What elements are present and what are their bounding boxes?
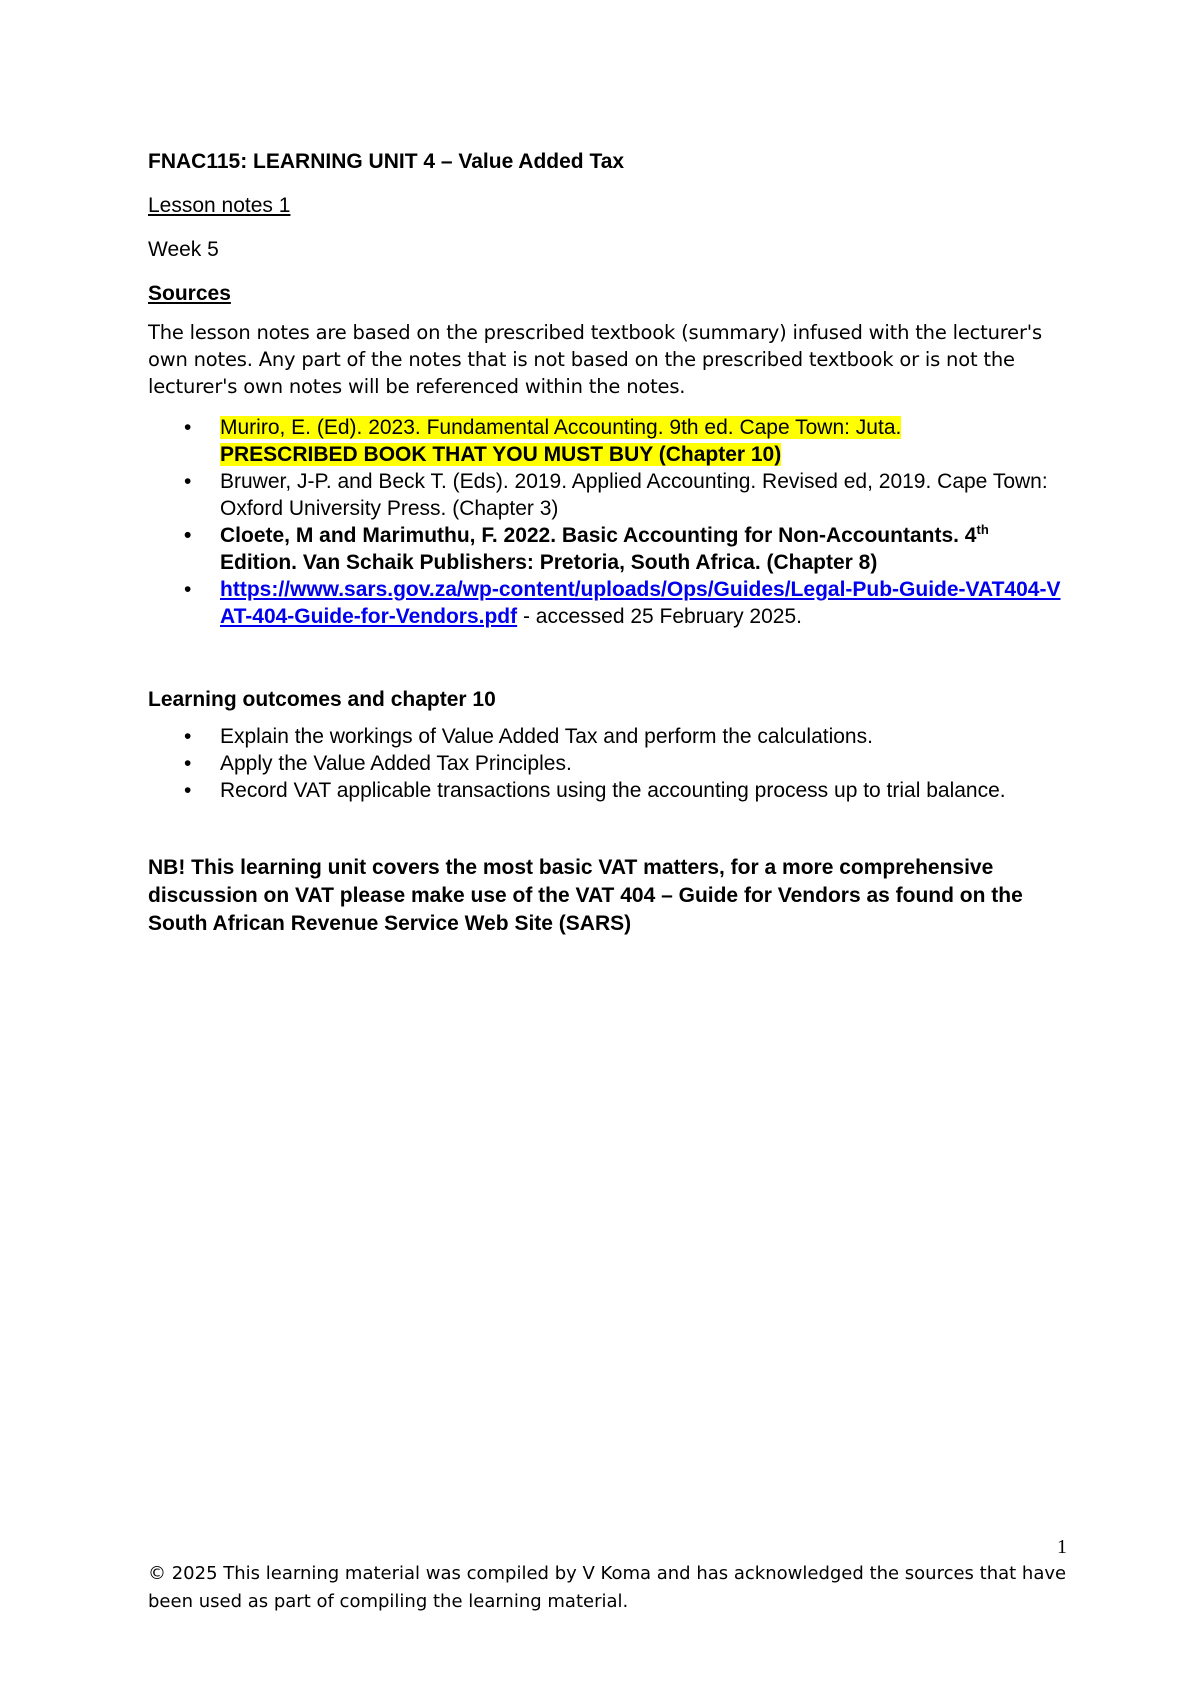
intro-paragraph: The lesson notes are based on the prescribed textbook (summary) infused with the lecturer's own notes. Any part of the notes that is not based on the prescribed textbook or is not the lecturer's own notes will be referenced within the notes. [148, 321, 1042, 398]
accessed-date: - accessed 25 February 2025. [517, 605, 802, 628]
copyright-footer: © 2025 This learning material was compiled by V Koma and has acknowledged the sources that have been used as part of compiling the learning material. [148, 1563, 1067, 1612]
reference-text: Bruwer, J-P. and Beck T. (Eds). 2019. Applied Accounting. Revised ed, 2019. Cape Town: Oxford University Press. (Chapter 3) [220, 470, 1048, 520]
outcomes-list [148, 723, 1068, 804]
reference-item [148, 522, 1068, 576]
bullet-icon: • [184, 416, 192, 439]
outcome-text: Explain the workings of Value Added Tax and perform the calculations. [220, 725, 873, 748]
week-label: Week 5 [148, 238, 219, 261]
reference-item [148, 414, 1068, 468]
lesson-label: Lesson notes 1 [148, 194, 291, 217]
outcome-item [148, 777, 1068, 804]
bullet-icon: • [184, 524, 192, 547]
reference-text: Edition. Van Schaik Publishers: Pretoria, South Africa. (Chapter 8) [220, 551, 878, 574]
sources-heading: Sources [148, 282, 231, 305]
bullet-icon: • [184, 725, 192, 748]
sars-guide-link[interactable]: https://www.sars.gov.za/wp-content/uploads/Ops/Guides/Legal-Pub-Guide-VAT404-VAT-404-Guide-for-Vendors.pdf [220, 578, 1061, 628]
outcome-text: Record VAT applicable transactions using the accounting process up to trial balance. [220, 779, 1006, 802]
reference-item [148, 468, 1068, 522]
outcome-text: Apply the Value Added Tax Principles. [220, 752, 572, 775]
page-title: FNAC115: LEARNING UNIT 4 – Value Added Tax [148, 150, 625, 173]
bullet-icon: • [184, 470, 192, 493]
reference-item [148, 576, 1068, 630]
outcome-item [148, 750, 1068, 777]
page-body [148, 148, 1068, 938]
prescribed-note: PRESCRIBED BOOK THAT YOU MUST BUY (Chapter 10) [220, 443, 782, 466]
bullet-icon: • [184, 779, 192, 802]
reference-text: Cloete, M and Marimuthu, F. 2022. Basic Accounting for Non-Accountants. 4 [220, 524, 977, 547]
outcome-item [148, 723, 1068, 750]
page-number: 1 [1057, 1536, 1067, 1558]
nb-note: NB! This learning unit covers the most basic VAT matters, for a more comprehensive discussion on VAT please make use of the VAT 404 – Guide for Vendors as found on the South African Revenue Service Web Site (SARS) [148, 856, 1023, 935]
reference-text: Muriro, E. (Ed). 2023. Fundamental Accounting. 9th ed. Cape Town: Juta. [220, 416, 902, 439]
outcomes-heading: Learning outcomes and chapter 10 [148, 688, 496, 711]
superscript: th [976, 522, 989, 537]
bullet-icon: • [184, 752, 192, 775]
bullet-icon: • [184, 578, 192, 601]
reference-list [148, 414, 1068, 630]
